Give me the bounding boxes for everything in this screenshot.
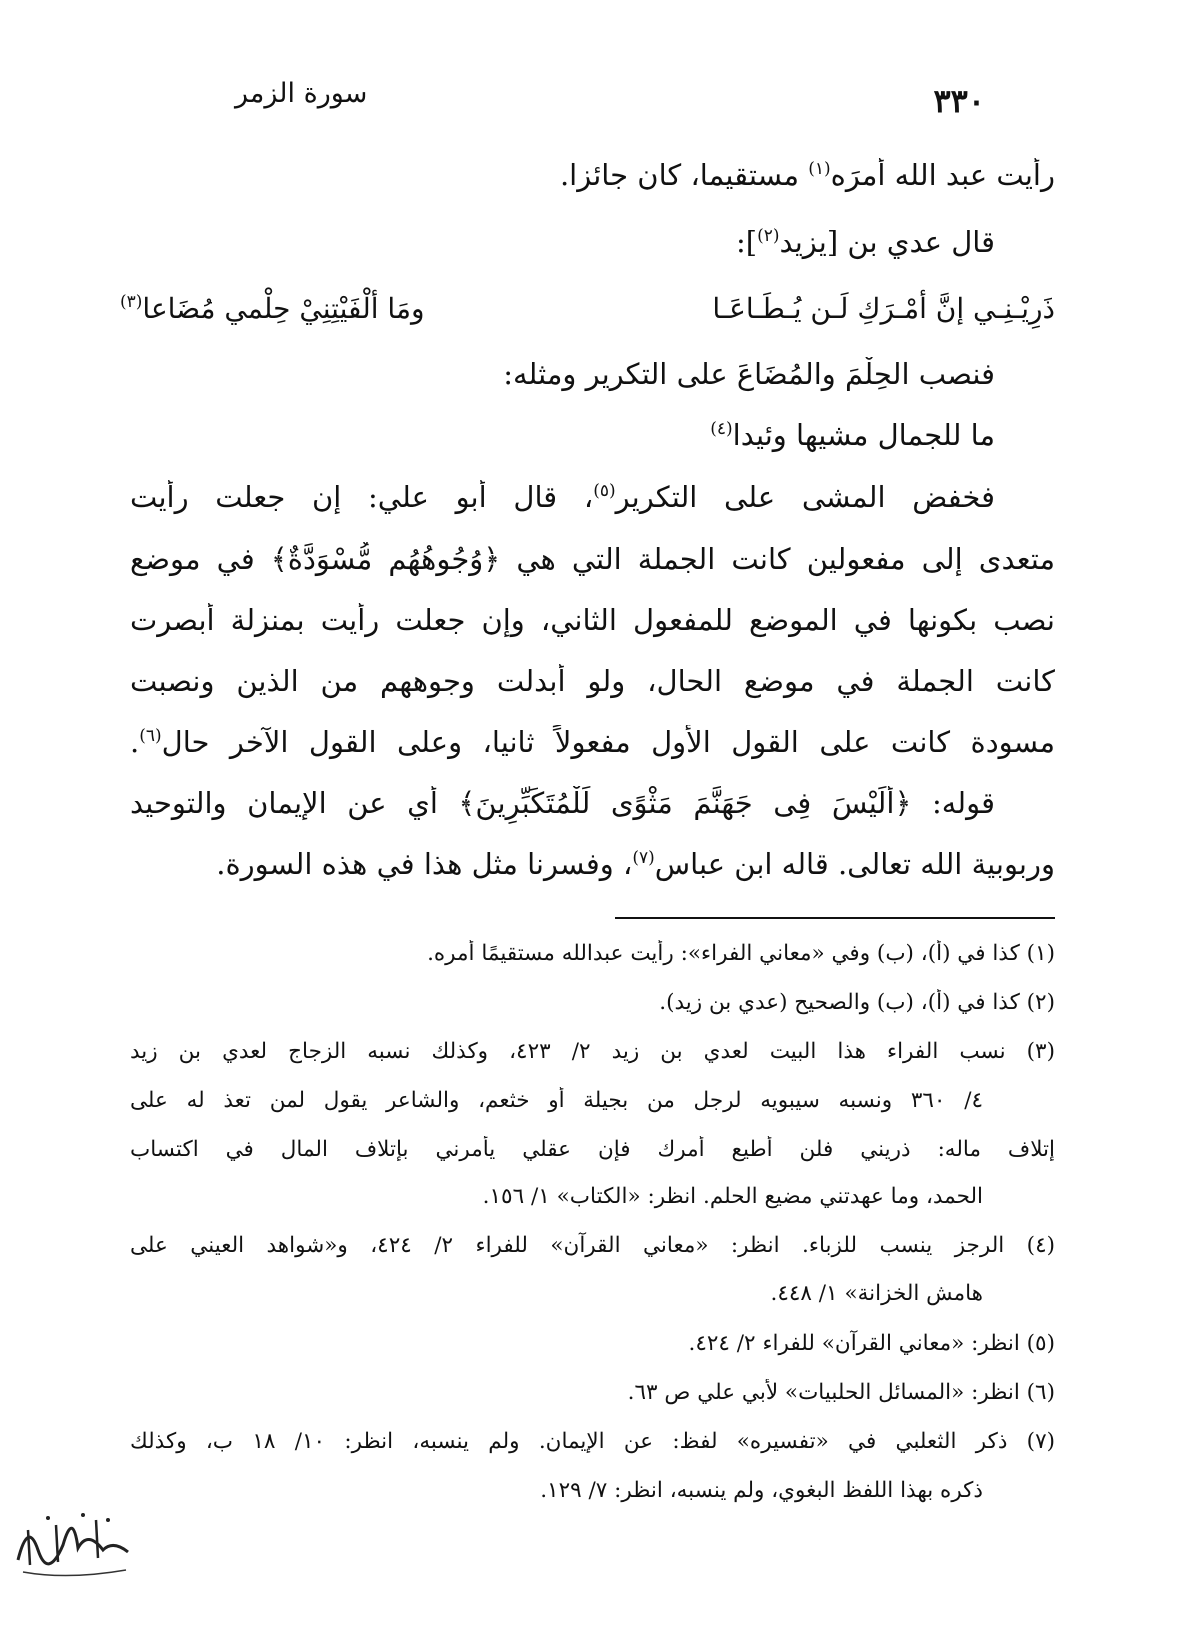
text-run: رأيت عبد الله أمرَه <box>830 158 1055 192</box>
footnote: (٢) كذا في (أ)، (ب) والصحيح (عدي بن زيد). <box>659 990 1055 1015</box>
footnote-ref: (٦) <box>139 726 162 746</box>
text-line: نصب بكونها في الموضع للمفعول الثاني، وإن جعلت رأيت بمنزلة أبصرت <box>130 603 1055 637</box>
text-line <box>130 158 1055 193</box>
verse-hemistich-first: ذَرِيْـنِـي إنَّ أمْـرَكِ لَـن يُـطَـاعَـا <box>712 292 1055 325</box>
text-run: فخفض المشى على التكرير <box>615 480 995 514</box>
poetry-verse <box>120 292 1055 325</box>
footnote-continuation: ٤/ ٣٦٠ ونسبه سيبويه لرجل من بجيلة أو خثعم، والشاعر يقول لمن تعذ له على <box>130 1088 983 1113</box>
text-run: ]: <box>736 225 758 259</box>
footnote: (٤) الرجز ينسب للزباء. انظر: «معاني القرآن» للفراء ٢/ ٤٢٤، و«شواهد العيني على <box>130 1233 1055 1258</box>
footnote-continuation: هامش الخزانة» ١/ ٤٤٨. <box>770 1281 983 1306</box>
text-run: . <box>130 725 140 759</box>
text-line: كانت الجملة في موضع الحال، ولو أبدلت وجوههم من الذين ونصبت <box>130 664 1055 698</box>
footnote-continuation: ذكره بهذا اللفظ البغوي، ولم ينسبه، انظر: ٧/ ١٢٩. <box>540 1478 983 1503</box>
footnote: (٦) انظر: «المسائل الحلبيات» لأبي علي ص ٦٣. <box>627 1380 1055 1405</box>
page-number: ٣٣٠ <box>933 82 985 120</box>
text-run: مسودة كانت على القول الأول مفعولاً ثانيا، وعلى القول الآخر حال <box>161 725 1055 759</box>
text-run: مستقيما، كان جائزا. <box>559 158 809 192</box>
text-line <box>130 480 1055 520</box>
text-run: وربوبية الله تعالى. قاله ابن عباس <box>654 847 1055 881</box>
text-run: ومَا ألْفَيْتِنِيْ حِلْمي مُضَاعا <box>142 292 425 325</box>
text-line: قوله: ﴿أَلَيْسَ فِى جَهَنَّمَ مَثْوًى لِّلْمُتَكَبِّرِينَ﴾ أي عن الإيمان والتوحيد <box>130 786 995 820</box>
footnote-ref: (٧) <box>632 848 655 868</box>
text-line <box>130 225 1055 260</box>
verse-hemistich-second <box>120 292 425 325</box>
footnote-ref: (١) <box>808 159 831 179</box>
footnote-ref: (٥) <box>593 481 616 501</box>
watermark-logo <box>8 1490 138 1590</box>
footnote: (٧) ذكر الثعلبي في «تفسيره» لفظ: عن الإيمان. ولم ينسبه، انظر: ١٠/ ١٨ ب، وكذلك <box>130 1429 1055 1454</box>
footnote-continuation: الحمد، وما عهدتني مضيع الحلم. انظر: «الكتاب» ١/ ١٥٦. <box>482 1184 983 1209</box>
text-run: ، وفسرنا مثل هذا في هذه السورة. <box>216 847 633 881</box>
footnote-continuation: إتلاف ماله: ذريني فلن أطيع أمرك فإن عقلي يأمرني بإتلاف المال في اكتساب <box>130 1137 1055 1162</box>
footnote-ref: (٣) <box>120 292 143 312</box>
text-line: متعدى إلى مفعولين كانت الجملة التي هي ﴿وُجُوهُهُم مُّسْوَدَّةٌ﴾ في موضع <box>130 542 1055 576</box>
text-line <box>130 847 1055 882</box>
text-line <box>130 725 1055 765</box>
text-run: قال عدي بن [يزيد <box>779 225 995 259</box>
text-run: ما للجمال مشيها وئيدا <box>732 418 995 452</box>
footnote: (١) كذا في (أ)، (ب) وفي «معاني الفراء»: رأيت عبدالله مستقيمًا أمره. <box>427 941 1055 966</box>
surah-title: سورة الزمر <box>235 78 368 109</box>
text-line: فنصب الحِلْمَ والمُضَاعَ على التكرير ومثله: <box>503 357 995 391</box>
footnote-separator <box>615 917 1055 919</box>
footnote-ref: (٢) <box>757 226 780 246</box>
footnote: (٥) انظر: «معاني القرآن» للفراء ٢/ ٤٢٤. <box>688 1331 1055 1356</box>
text-run: ، قال أبو علي: إن جعلت رأيت <box>130 480 594 514</box>
footnote-ref: (٤) <box>710 419 733 439</box>
footnote: (٣) نسب الفراء هذا البيت لعدي بن زيد ٢/ ٤٢٣، وكذلك نسبه الزجاج لعدي بن زيد <box>130 1039 1055 1064</box>
text-line <box>130 418 1055 453</box>
